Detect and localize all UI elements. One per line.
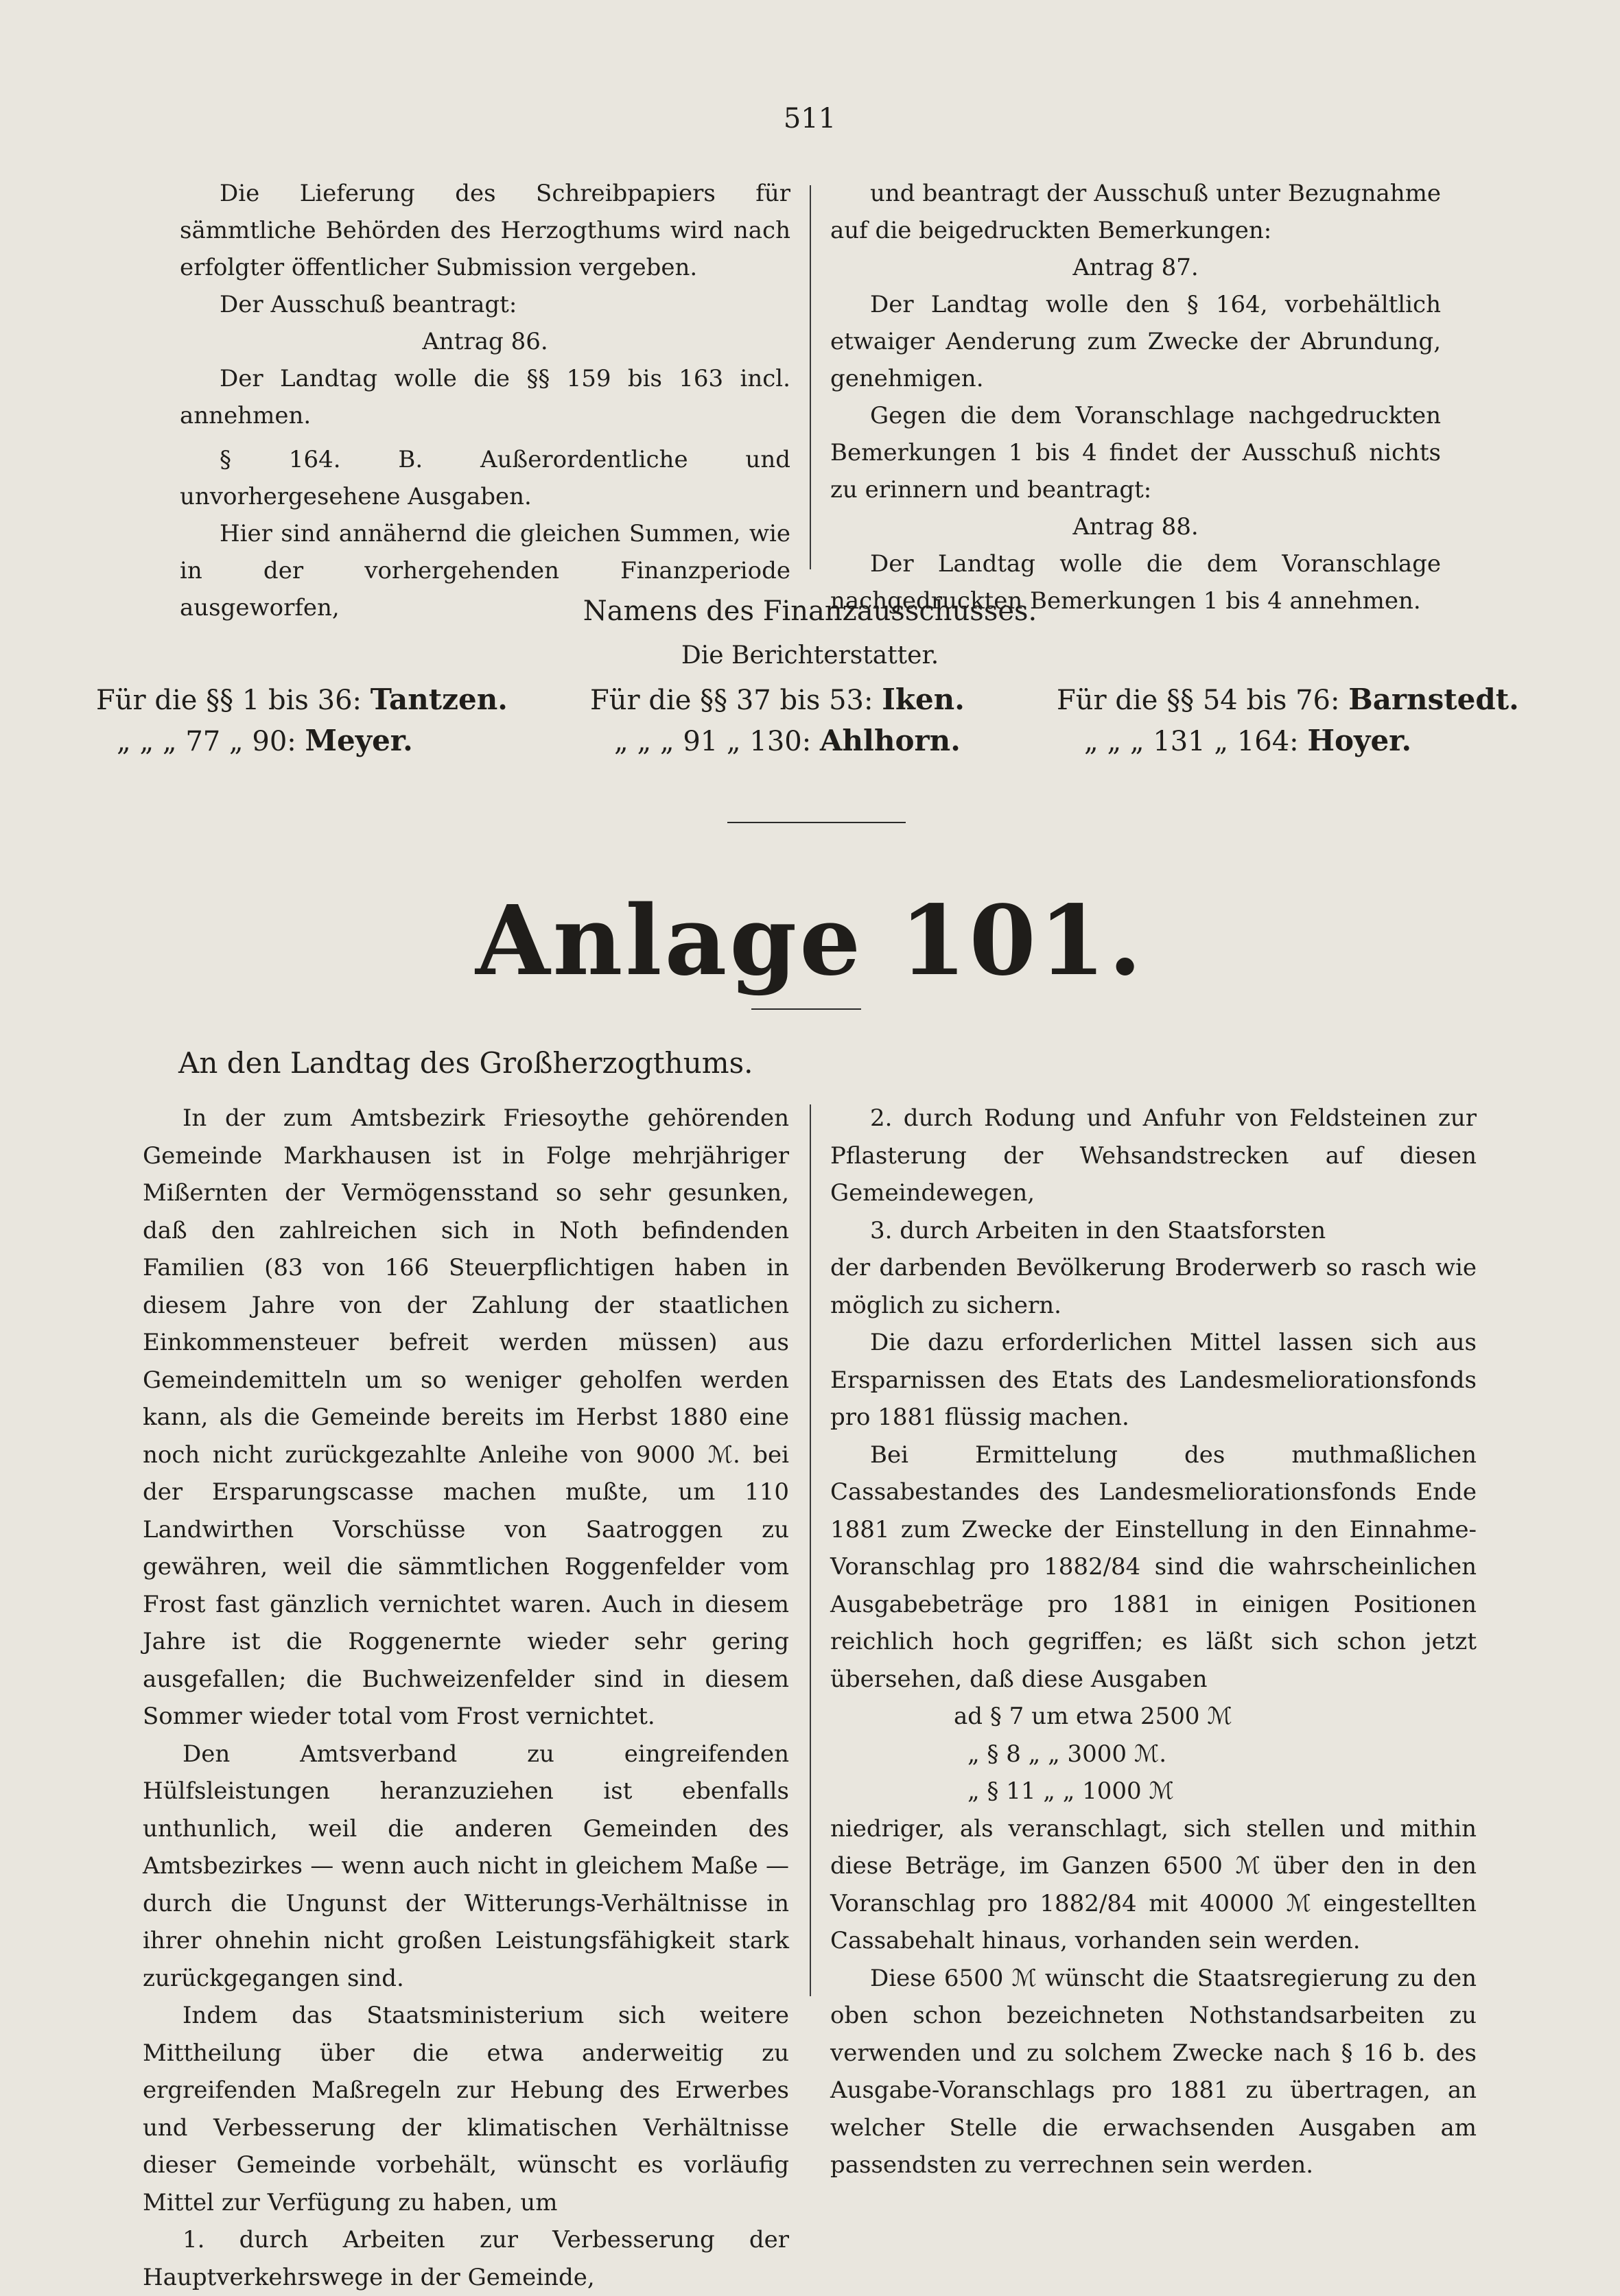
paragraph: Hier sind annähernd die gleichen Summen, wie in der vorhergehenden Finanzperiode ausgeworfen, [180,520,790,622]
amount-line: ad § 7 um etwa 2500 ℳ [954,1703,1232,1730]
paragraph: Bei Ermittelung des muthmaßlichen Cassabestandes des Landesmeliorationsfonds Ende 1881 zum Zwecke der Einstellung in den Einnahme-Voranschlag pro 1882/84 sind die wahrscheinlichen Ausgabebeträge pro 1881 in einigen Positionen reichlich hoch gegriffen; es läßt sich schon jetzt übersehen, daß diese Ausgaben [830,1441,1477,1693]
top-right-column [830,175,1441,619]
paragraph: niedriger, als veranschlagt, sich stellen und mithin diese Beträge, im Ganzen 6500 ℳ über den in den Voranschlag pro 1882/84 mit 40000 ℳ eingestellten Cassabehalt hinaus, vorhanden sein werden. [830,1814,1477,1954]
paragraph: Diese 6500 ℳ wünscht die Staatsregierung zu den oben schon bezeichneten Nothstandsarbeiten zu verwenden und zu solchem Zwecke nach § 16 b. des Ausgabe-Voranschlags pro 1881 zu übertragen, an welcher Stelle die erwachsenden Ausgaben am passendsten zu verrechnen sein werden. [830,1964,1477,2179]
paragraph: Indem das Staatsministerium sich weitere Mittheilung über die etwa anderweitig zu ergreifenden Maßregeln zur Hebung des Erwerbes und Verbesserung der klimatischen Verhältnisse dieser Gemeinde vorbehält, wünscht es vorläufig Mittel zur Verfügung zu haben, um [143,2002,789,2216]
top-left-column [180,175,790,626]
paragraph: Der Landtag wolle den § 164, vorbehältlich etwaiger Aenderung zum Zwecke der Abrundung, genehmigen. [830,291,1441,392]
paragraph: Die dazu erforderlichen Mittel lassen sich aus Ersparnissen des Etats des Landesmeliorationsfonds pro 1881 flüssig machen. [830,1329,1477,1431]
amount-line: „ § 11 „ „ 1000 ℳ [967,1777,1174,1805]
paragraph: In der zum Amtsbezirk Friesoythe gehörenden Gemeinde Markhausen ist in Folge mehrjähriger Mißernten der Vermögensstand so sehr gesunken, daß den zahlreichen sich in Noth befindenden Familien (83 von 166 Steuerpflichtigen haben in diesem Jahre von der Zahlung der staatlichen Einkommensteuer befreit werden müssen) aus Gemeindemitteln um so weniger geholfen werden kann, als die Gemeinde bereits im Herbst 1880 eine noch nicht zurückgezahlte Anleihe von 9000 ℳ. bei der Ersparungscasse machen mußte, um 110 Landwirthen Vorschüsse von Saatroggen zu gewähren, weil die sämmtlichen Roggenfelder vom Frost fast gänzlich vernichtet waren. Auch in diesem Jahre ist die Roggenernte wieder sehr gering ausgefallen; die Buchweizenfelder sind in diesem Sommer wieder total vom Frost vernichtet. [143,1104,789,1730]
bottom-right-column [830,1100,1477,2184]
paragraph: Der Landtag wolle die dem Voranschlage nachgedruckten Bemerkungen 1 bis 4 annehmen. [830,550,1441,615]
committee-line: Namens des Finanzausschusses. [583,595,1037,627]
signature-3: Für die §§ 54 bis 76: Barnstedt. [1057,683,1519,716]
list-item: 3. durch Arbeiten in den Staatsforsten [870,1216,1326,1244]
separator-rule [751,1008,861,1010]
column-divider [810,1104,811,1996]
list-item: 2. durch Rodung und Anfuhr von Feldsteinen zur Pflasterung der Wehsandstrecken auf diesen Gemeindewegen, [830,1104,1477,1207]
appendix-title: Anlage 101. [476,885,1144,997]
signature-2: Für die §§ 37 bis 53: Iken. [590,683,965,716]
section-heading: § 164. B. Außerordentliche und unvorhergesehene Ausgaben. [180,446,790,510]
signature-1: Für die §§ 1 bis 36: Tantzen. [96,683,508,716]
reporters-line: Die Berichterstatter. [681,641,939,670]
paragraph: Der Ausschuß beantragt: [220,291,517,318]
signature-4: „ „ „ 77 „ 90: Meyer. [117,724,413,757]
paragraph: und beantragt der Ausschuß unter Bezugnahme auf die beigedruckten Bemerkungen: [830,180,1441,244]
paragraph: der darbenden Bevölkerung Broderwerb so rasch wie möglich zu sichern. [830,1254,1477,1319]
signature-5: „ „ „ 91 „ 130: Ahlhorn. [614,724,961,757]
separator-rule [727,822,906,823]
paragraph: Gegen die dem Voranschlage nachgedruckten Bemerkungen 1 bis 4 findet der Ausschuß nichts zu erinnern und beantragt: [830,402,1441,504]
address-line: An den Landtag des Großherzogthums. [178,1046,753,1080]
antrag-heading: Antrag 86. [422,328,548,355]
antrag-heading: Antrag 88. [1072,513,1199,541]
bottom-left-column [143,1100,789,2296]
signature-6: „ „ „ 131 „ 164: Hoyer. [1084,724,1412,757]
paragraph: Die Lieferung des Schreibpapiers für sämmtliche Behörden des Herzogthums wird nach erfolgter öffentlicher Submission vergeben. [180,180,790,281]
antrag-heading: Antrag 87. [1072,254,1199,281]
page-number: 511 [783,103,836,134]
amount-line: „ § 8 „ „ 3000 ℳ. [967,1740,1167,1768]
paragraph: Der Landtag wolle die §§ 159 bis 163 incl. annehmen. [180,365,790,429]
list-item: 1. durch Arbeiten zur Verbesserung der Hauptverkehrswege in der Gemeinde, [143,2226,789,2291]
paragraph: Den Amtsverband zu eingreifenden Hülfsleistungen heranzuziehen ist ebenfalls unthunlich, weil die anderen Gemeinden des Amtsbezirkes — wenn auch nicht in gleichem Maße — durch die Ungunst der Witterungs-Verhältnisse in ihrer ohnehin nicht großen Leistungsfähigkeit stark zurückgegangen sind. [143,1740,789,1992]
column-divider [810,185,811,569]
